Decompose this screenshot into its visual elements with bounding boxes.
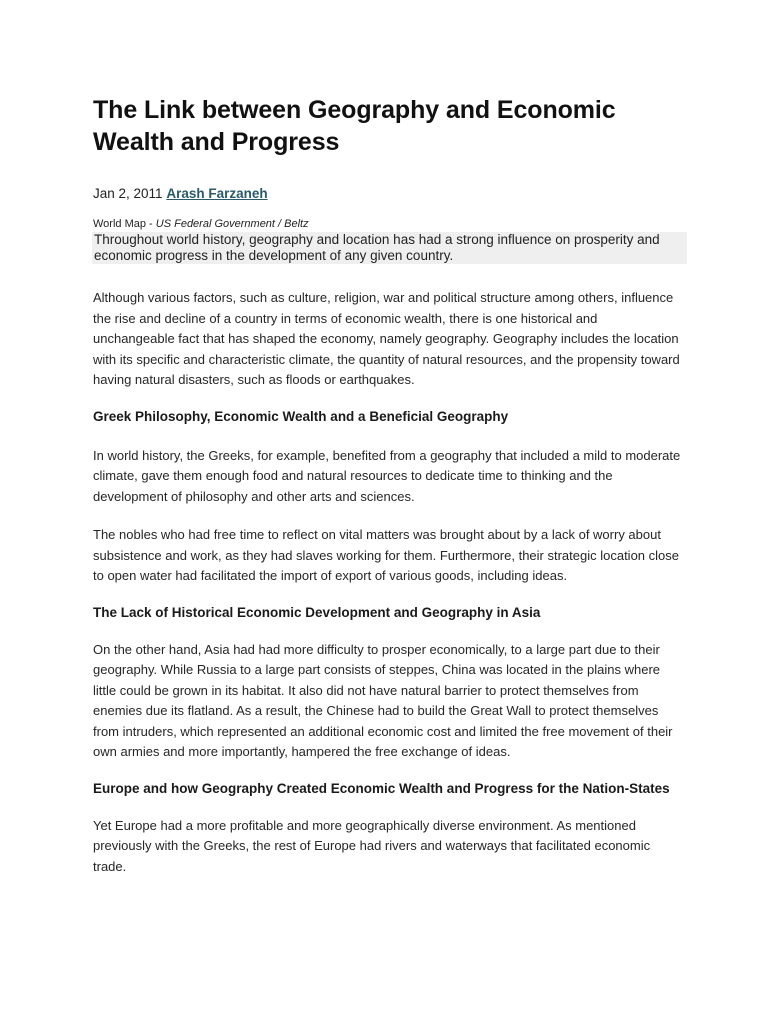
- body-paragraph: Yet Europe had a more profitable and more geographically diverse environment. As mentioned previously with the Greeks, the rest of Europe had rivers and waterways that facilitated economic trade.: [93, 817, 651, 874]
- article-title: The Link between Geography and Economic Wealth and Progress: [93, 96, 616, 156]
- publish-date: Jan 2, 2011: [93, 186, 163, 201]
- intro-paragraph: Although various factors, such as culture, religion, war and political structure among others, influence the rise and decline of a country in terms of economic wealth, there is one historical and unchangeable fact that has shaped the economy, namely geography. Geography includes the location with its specific and characteristic climate, the quantity of natural resources, and the propensity toward having natural disasters, such as floods or earthquakes.: [93, 290, 680, 387]
- section-heading: Greek Philosophy, Economic Wealth and a Beneficial Geography: [93, 408, 509, 424]
- section-heading: Europe and how Geography Created Economic Wealth and Progress for the Nation-States: [93, 780, 670, 796]
- image-caption: [93, 218, 681, 231]
- body-paragraph: On the other hand, Asia had had more difficulty to prosper economically, to a large part due to their geography. While Russia to a large part consists of steppes, China was located in the plains where little could be grown in its habitat. It also did not have natural barrier to protect themselves from enemies due its flatland. As a result, the Chinese had to build the Great Wall to protect themselves from intruders, which represented an additional economic cost and limited the free movement of their own armies and more importantly, hampered the free exchange of ideas.: [93, 641, 673, 759]
- section-heading: The Lack of Historical Economic Development and Geography in Asia: [93, 604, 541, 620]
- author-link[interactable]: Arash Farzaneh: [166, 186, 268, 201]
- article: [93, 94, 681, 877]
- caption-credit: US Federal Government / Beltz: [155, 218, 309, 230]
- article-meta: [93, 185, 681, 203]
- article-lede: Throughout world history, geography and location has had a strong influence on prosperity and economic progress in the development of any given country.: [92, 232, 687, 264]
- body-paragraph: In world history, the Greeks, for example, benefited from a geography that included a mild to moderate climate, gave them enough food and natural resources to dedicate time to thinking and the development of philosophy and other arts and sciences.: [93, 447, 681, 504]
- body-paragraph: The nobles who had free time to reflect on vital matters was brought about by a lack of worry about subsistence and work, as they had slaves working for them. Furthermore, their strategic location close to open water had facilitated the import of export of various goods, including ideas.: [93, 527, 679, 583]
- caption-label: World Map -: [93, 218, 156, 230]
